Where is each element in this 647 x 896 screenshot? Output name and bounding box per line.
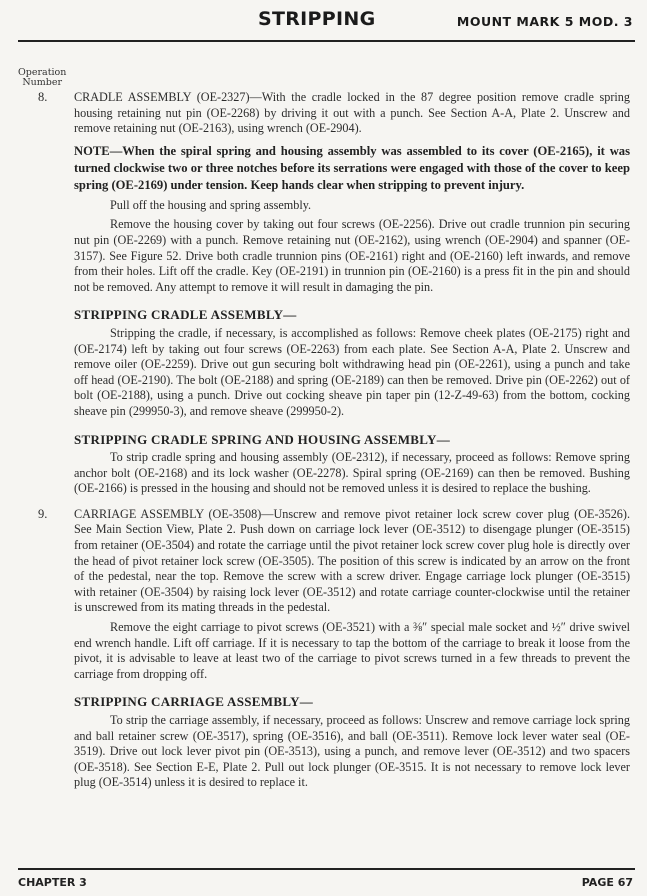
body-content xyxy=(38,90,630,791)
section-heading: STRIPPING CRADLE ASSEMBLY— xyxy=(74,307,297,323)
operation-intro: CRADLE ASSEMBLY (OE-2327)—With the cradle locked in the 87 degree position remove cradle spring housing retaining nut pin (OE-2268) by driving it out with a punch. See Section A-A, Plate 2. Unscrew and remove retaining nut (OE-2163), using wrench (OE-2904). xyxy=(74,90,630,136)
operation-intro: CARRIAGE ASSEMBLY (OE-3508)—Unscrew and remove pivot retainer lock screw cover plug (OE-3526). See Main Section View, Plate 2. Push down on carriage lock lever (OE-3512) to disengage plunger (OE-3515) from retainer (OE-3504) and rotate the carriage until the pivot retainer lock screw cover plug hole is directly over the head of pivot retainer lock screw (OE-3505). The position of this screw is indicated by an arrow on the front of the pedestal, near the top. Remove the screw with a screw driver. Engage carriage lock plunger (OE-3515) with retainer (OE-3504) by raising lock lever (OE-3512) and rotate carriage counter-clockwise until the retainer is unscrewed from its mating threads in the pedestal. xyxy=(74,506,630,615)
operation-number: 8. xyxy=(38,90,48,104)
operation-8 xyxy=(38,90,630,497)
footer-divider xyxy=(18,868,635,870)
operation-9 xyxy=(38,506,630,791)
section-heading: STRIPPING CRADLE SPRING AND HOUSING ASSEMBLY— xyxy=(74,431,451,447)
paragraph: Remove the housing cover by taking out four screws (OE-2256). Drive out cradle trunnion pin securing nut pin (OE-2269) with a punch. Remove retaining nut (OE-2162), using wrench (OE-2904) and spanner (OE-3157). See Figure 52. Drive both cradle trunnion pins (OE-2161) right and (OE-2160) left inwards, and remove from their holes. Lift off the cradle. Key (OE-2191) in trunnion pin (OE-2160) is a press fit in the pin and should not be removed. Any attempt to remove it will result in damaging the pin. xyxy=(74,217,630,294)
operation-number: 9. xyxy=(38,506,48,521)
paragraph: Remove the eight carriage to pivot screws (OE-3521) with a ⅜″ special male socket and ½″ drive swivel end wrench handle. Lift off carriage. If it is necessary to tap the bottom of the carriage to break it loose from the pivot, it is advisable to leave at least two of the carriage to pivot screws turned in a few threads to prevent the carriage from dropping off. xyxy=(74,620,630,681)
manual-title: MOUNT MARK 5 MOD. 3 xyxy=(456,14,633,29)
section-text: Stripping the cradle, if necessary, is accomplished as follows: Remove cheek plates (OE-2175) right and (OE-2174) left by taking out four screws (OE-2263) from each plate. See Section A-A, Plate 2. Unscrew and remove oiler (OE-2259). Drive out gun securing bolt withdrawing head pin (OE-2261), using a punch and take off head (OE-2190). The bolt (OE-2188) and spring (OE-2189) can then be removed. Drive pin (OE-2262) out of bolt (OE-2188), using a punch. Drive out cocking sheave pin taper pin (12-Z-49-63) from the bottom, cocking sheave pin (299950-3), and remove sheave (299950-2). xyxy=(74,325,630,418)
section-heading: STRIPPING CARRIAGE ASSEMBLY— xyxy=(74,694,314,710)
operation-label-line1: Operation xyxy=(18,67,67,78)
page-title: STRIPPING xyxy=(258,8,376,30)
section-text: To strip cradle spring and housing assembly (OE-2312), if necessary, proceed as follows: Remove spring anchor bolt (OE-2168) and its lock washer (OE-2278). Spiral spring (OE-2169) can then be removed. Bushing (OE-2166) is pressed in the housing and should not be removed unless it is desired to replace the bushing. xyxy=(74,450,630,496)
page-number: PAGE 67 xyxy=(581,876,633,889)
safety-note: NOTE—When the spiral spring and housing assembly was assembled to its cover (OE-2165), it was turned clockwise two or three notches before its serrations were engaged with those of the cover to keep spring (OE-2169) under tension. Keep hands clear when stripping to prevent injury. xyxy=(74,143,630,192)
paragraph: Pull off the housing and spring assembly. xyxy=(110,197,312,212)
operation-number-label xyxy=(18,68,66,88)
chapter-label: CHAPTER 3 xyxy=(18,876,87,889)
header-divider xyxy=(18,40,635,42)
section-text: To strip the carriage assembly, if necessary, proceed as follows: Unscrew and remove carriage lock spring and ball retainer screw (OE-3517), spring (OE-3516), and ball (OE-3511). Remove lock lever water seal (OE-3519). Drive out lock lever pivot pin (OE-3513), using a punch, and remove lever (OE-3512) and two spacers (OE-3518). See Section E-E, Plate 2. Pull out lock plunger (OE-3515. It is not necessary to remove lock lever plug (OE-3514) unless it is desired to replace it. xyxy=(74,713,630,790)
operation-label-line2: Number xyxy=(22,77,63,88)
